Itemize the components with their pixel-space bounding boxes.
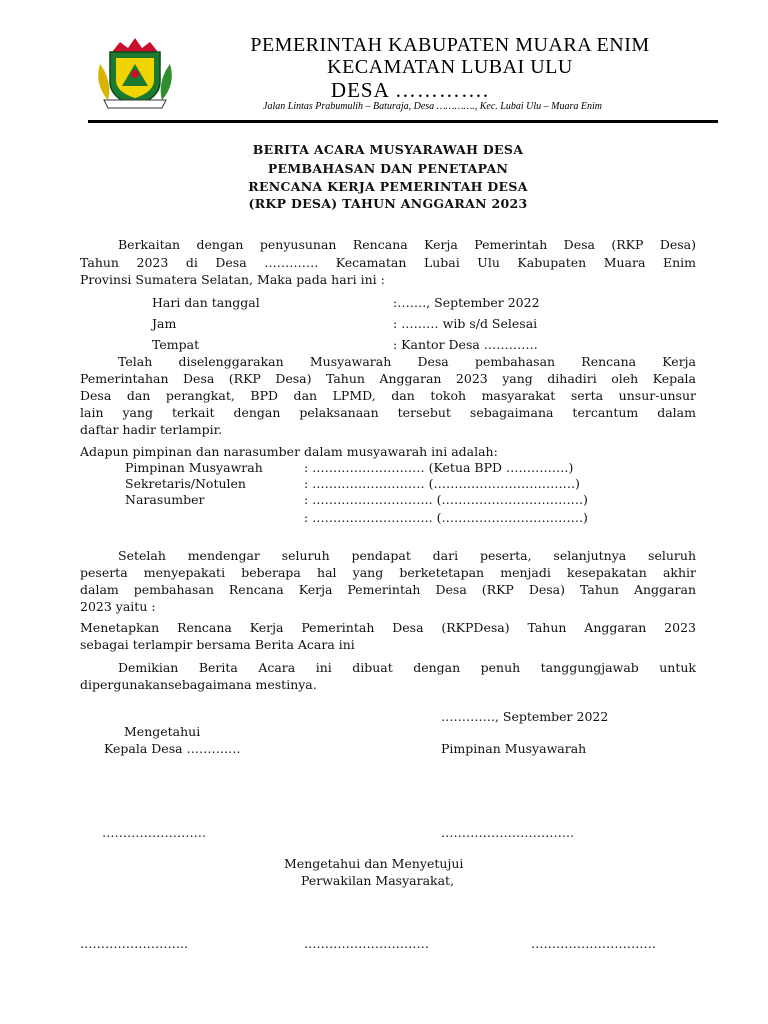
leaders-intro: Adapun pimpinan dan narasumber dalam musyawarah ini adalah: <box>80 444 498 459</box>
schedule-label-date: Hari dan tanggal <box>152 295 260 310</box>
leader-label-speaker: Narasumber <box>125 492 205 507</box>
title-line-3: RENCANA KERJA PEMERINTAH DESA <box>248 179 528 194</box>
signature-dots-left: ……………………. <box>102 825 206 840</box>
decision-line-1: Menetapkan Rencana Kerja Pemerintah Desa (RKPDesa) Tahun Anggaran 2023 <box>80 620 696 635</box>
held-line-2: Pemerintahan Desa (RKP Desa) Tahun Anggaran 2023 yang dihadiri oleh Kepala <box>80 371 696 386</box>
held-line-5: daftar hadir terlampir. <box>80 422 223 437</box>
closing-line-1: Demikian Berita Acara ini dibuat dengan penuh tanggungjawab untuk <box>118 660 696 675</box>
agreement-line-2: peserta menyepakati beberapa hal yang berketetapan menjadi kesepakatan akhir <box>80 565 696 580</box>
signature-leader: Pimpinan Musyawarah <box>441 741 587 756</box>
community-dots-2: ………………………… <box>304 936 429 951</box>
signature-acknowledge: Mengetahui <box>124 724 201 739</box>
held-line-3: Desa dan perangkat, BPD dan LPMD, dan tokoh masyarakat serta unsur-unsur <box>80 388 696 403</box>
leader-label-secretary: Sekretaris/Notulen <box>125 476 246 491</box>
title-line-2: PEMBAHASAN DAN PENETAPAN <box>267 161 509 176</box>
intro-line-2: Tahun 2023 di Desa …………. Kecamatan Lubai Ulu Kabupaten Muara Enim <box>80 255 696 270</box>
community-line-1: Mengetahui dan Menyetujui <box>284 856 464 871</box>
leader-value-speaker-2: : ……………………….. (…………………………….) <box>304 510 588 525</box>
title-line-4: (RKP DESA) TAHUN ANGGARAN 2023 <box>248 196 528 211</box>
community-line-2: Perwakilan Masyarakat, <box>301 873 455 888</box>
schedule-label-place: Tempat <box>152 337 200 352</box>
leader-value-secretary: : ……………………… (…………………………….) <box>304 476 580 491</box>
letterhead-district: KECAMATAN LUBAI ULU <box>327 56 573 78</box>
intro-line-3: Provinsi Sumatera Selatan, Maka pada hari ini : <box>80 272 385 287</box>
letterhead-regency: PEMERINTAH KABUPATEN MUARA ENIM <box>250 34 650 56</box>
schedule-value-time: : ……… wib s/d Selesai <box>393 316 538 331</box>
emblem-icon <box>90 34 180 114</box>
signature-dots-right: ………………………….. <box>441 825 574 840</box>
leader-value-speaker: : ……………………….. (…………………………….) <box>304 492 588 507</box>
community-dots-1: …………………….. <box>80 936 188 951</box>
held-line-1: Telah diselenggarakan Musyawarah Desa pembahasan Rencana Kerja <box>118 354 696 369</box>
signature-date: …………., September 2022 <box>441 709 609 724</box>
schedule-value-place: : Kantor Desa …………. <box>393 337 538 352</box>
leader-value-chair: : ……………………… (Ketua BPD ……………) <box>304 460 574 475</box>
decision-line-2: sebagai terlampir bersama Berita Acara ini <box>80 637 355 652</box>
intro-line-1: Berkaitan dengan penyusunan Rencana Kerja Pemerintah Desa (RKP Desa) <box>118 237 696 252</box>
title-line-1: BERITA ACARA MUSYARAWAH DESA <box>252 142 524 157</box>
held-line-4: lain yang terkait dengan pelaksanaan tersebut sebagaimana tercantum dalam <box>80 405 696 420</box>
leader-label-chair: Pimpinan Musyawrah <box>125 460 263 475</box>
letterhead-address: Jalan Lintas Prabumulih – Baturaja, Desa …………., Kec. Lubai Ulu – Muara Enim <box>263 101 602 112</box>
agreement-line-1: Setelah mendengar seluruh pendapat dari peserta, selanjutnya seluruh <box>118 548 696 563</box>
community-dots-3: ………………………… <box>531 936 656 951</box>
signature-village-head: Kepala Desa …………. <box>104 741 241 756</box>
agreement-line-3: dalam pembahasan Rencana Kerja Pemerintah Desa (RKP Desa) Tahun Anggaran <box>80 582 696 597</box>
letterhead-village: DESA …………. <box>330 78 490 102</box>
letterhead-rule <box>88 120 718 123</box>
agreement-line-4: 2023 yaitu : <box>80 599 156 614</box>
schedule-label-time: Jam <box>152 316 177 331</box>
schedule-value-date: :……., September 2022 <box>393 295 540 310</box>
closing-line-2: dipergunakansebagaimana mestinya. <box>80 677 317 692</box>
